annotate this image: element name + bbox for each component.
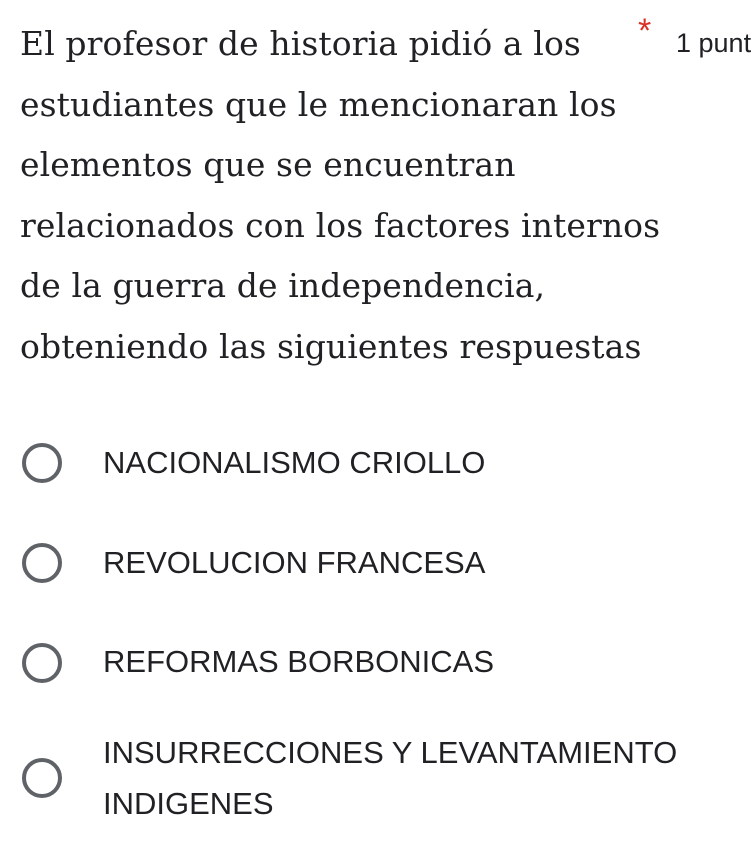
radio-button[interactable] <box>22 543 62 583</box>
radio-button[interactable] <box>22 443 62 483</box>
option-label: INDIGENES <box>103 786 274 821</box>
radio-button[interactable] <box>22 758 62 798</box>
required-marker: * <box>638 12 652 50</box>
question-text <box>20 14 661 377</box>
question-line: relacionados con los factores internos <box>20 205 661 245</box>
question-line: El profesor de historia pidió a los <box>20 24 581 63</box>
radio-button[interactable] <box>22 643 62 683</box>
option-label: INSURRECCIONES Y LEVANTAMIENTO <box>103 735 678 770</box>
option-label: REVOLUCION FRANCESA <box>103 545 486 580</box>
question-line: estudiantes que le mencionaran los <box>20 84 617 124</box>
radio-option-revolucion-francesa[interactable] <box>0 538 756 588</box>
question-line: de la guerra de independencia, <box>20 266 546 305</box>
radio-option-reformas-borbonicas[interactable] <box>0 638 756 688</box>
question-line: obteniendo las siguientes respuestas <box>20 326 642 366</box>
option-label: REFORMAS BORBONICAS <box>103 644 494 679</box>
question-line: elementos que se encuentran <box>20 145 516 184</box>
radio-option-insurrecciones[interactable] <box>0 728 756 828</box>
points-label: 1 punt <box>676 28 752 58</box>
radio-option-nacionalismo-criollo[interactable] <box>0 438 756 488</box>
option-label: NACIONALISMO CRIOLLO <box>103 445 486 480</box>
